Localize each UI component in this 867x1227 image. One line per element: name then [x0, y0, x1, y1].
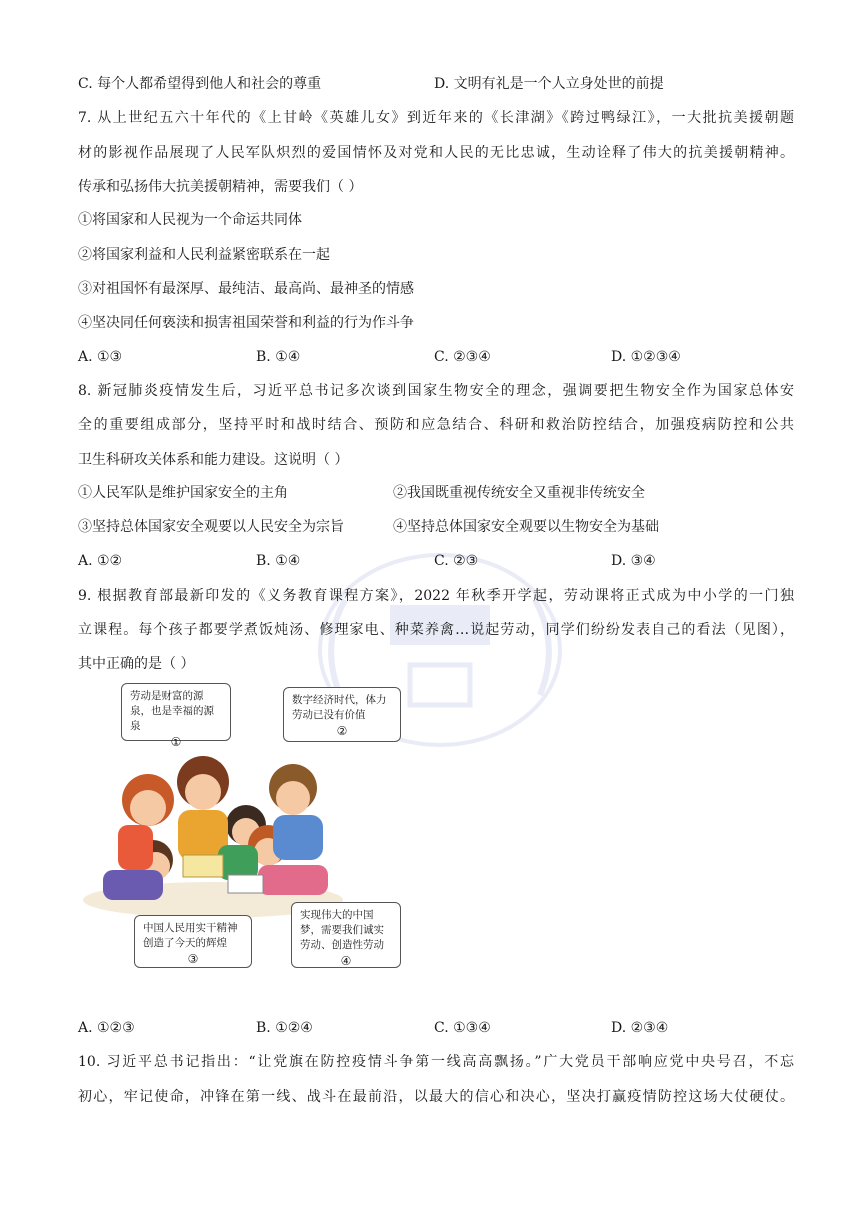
- q7-statement-4: ④坚决同任何亵渎和损害祖国荣誉和利益的行为作斗争: [78, 315, 414, 331]
- speech-bubble-1-text: 劳动是财富的源泉，也是幸福的源泉: [130, 690, 214, 732]
- q7-statement-3: ③对祖国怀有最深厚、最纯洁、最高尚、最神圣的情感: [78, 281, 414, 297]
- q9-stem-line1: 9. 根据教育部最新印发的《义务教育课程方案》，2022 年秋季开学起，劳动课将正式成为中小学的一门独: [78, 588, 794, 604]
- q7-stem-line3: 传承和弘扬伟大抗美援朝精神，需要我们（ ）: [78, 179, 363, 195]
- q8-stem-line1: 8. 新冠肺炎疫情发生后，习近平总书记多次谈到国家生物安全的理念，强调要把生物安全作为国家总体安: [78, 383, 794, 399]
- q9-stem-line2: 立课程。每个孩子都要学煮饭炖汤、修理家电、种菜养禽…说起劳动，同学们纷纷发表自己的看法（见图），: [78, 622, 794, 638]
- q9-option-c: C. ①③④: [434, 1020, 491, 1036]
- speech-bubble-2-text: 数字经济时代，体力劳动已没有价值: [292, 694, 387, 721]
- speech-bubble-1-number: ①: [170, 735, 182, 749]
- q8-option-a: A. ①②: [78, 553, 123, 569]
- q8-stem-line2: 全的重要组成部分，坚持平时和战时结合、预防和应急结合、科研和救治防控结合，加强疫病防控和公共: [78, 417, 794, 433]
- q8-statement-1: ①人民军队是维护国家安全的主角: [78, 485, 288, 501]
- q7-statement-1: ①将国家和人民视为一个命运共同体: [78, 212, 302, 228]
- q8-statement-4: ④坚持总体国家安全观要以生物安全为基础: [393, 519, 659, 535]
- speech-bubble-2: [283, 687, 401, 742]
- q9-option-b: B. ①②④: [256, 1020, 313, 1036]
- q8-option-b: B. ①④: [256, 553, 301, 569]
- q7-option-a: A. ①③: [78, 349, 123, 365]
- q8-option-d: D. ③④: [611, 553, 656, 569]
- q7-option-d: D. ①②③④: [611, 349, 681, 365]
- q10-stem-line2: 初心，牢记使命，冲锋在第一线、战斗在最前沿，以最大的信心和决心，坚决打赢疫情防控这场大仗硬仗。: [78, 1089, 794, 1105]
- q7-stem-line1: 7. 从上世纪五六十年代的《上甘岭《英雄儿女》到近年来的《长津湖》《跨过鸭绿江》，一大批抗美援朝题: [78, 110, 794, 126]
- q8-statement-2: ②我国既重视传统安全又重视非传统安全: [393, 485, 645, 501]
- children-reading-illustration: [78, 740, 348, 920]
- speech-bubble-3-text: 中国人民用实干精神创造了今天的辉煌: [143, 922, 238, 949]
- speech-bubble-3-number: ③: [187, 952, 199, 966]
- q9-option-d: D. ②③④: [611, 1020, 669, 1036]
- speech-bubble-4-text: 实现伟大的中国梦，需要我们诚实劳动、创造性劳动: [300, 909, 384, 951]
- q6-option-d: D. 文明有礼是一个人立身处世的前提: [434, 76, 664, 92]
- q7-stem-line2: 材的影视作品展现了人民军队炽烈的爱国情怀及对党和人民的无比忠诚，生动诠释了伟大的抗美援朝精神。: [78, 145, 794, 161]
- speech-bubble-1: [121, 683, 231, 749]
- q8-stem-line3: 卫生科研攻关体系和能力建设。这说明（ ）: [78, 452, 349, 468]
- q9-option-a: A. ①②③: [78, 1020, 135, 1036]
- q7-option-c: C. ②③④: [434, 349, 491, 365]
- q9-stem-line3: 其中正确的是（ ）: [78, 656, 195, 672]
- q8-statement-3: ③坚持总体国家安全观要以人民安全为宗旨: [78, 519, 344, 535]
- q7-statement-2: ②将国家利益和人民利益紧密联系在一起: [78, 247, 330, 263]
- q10-stem-line1: 10. 习近平总书记指出：“让党旗在防控疫情斗争第一线高高飘扬。”广大党员干部响应党中央号召，不忘: [78, 1054, 794, 1070]
- speech-bubble-4: [291, 902, 401, 968]
- speech-bubble-2-number: ②: [336, 724, 348, 738]
- q8-option-c: C. ②③: [434, 553, 479, 569]
- q7-option-b: B. ①④: [256, 349, 301, 365]
- q6-option-c: C. 每个人都希望得到他人和社会的尊重: [78, 76, 322, 92]
- speech-bubble-4-number: ④: [340, 954, 352, 968]
- speech-bubble-3: [134, 915, 252, 968]
